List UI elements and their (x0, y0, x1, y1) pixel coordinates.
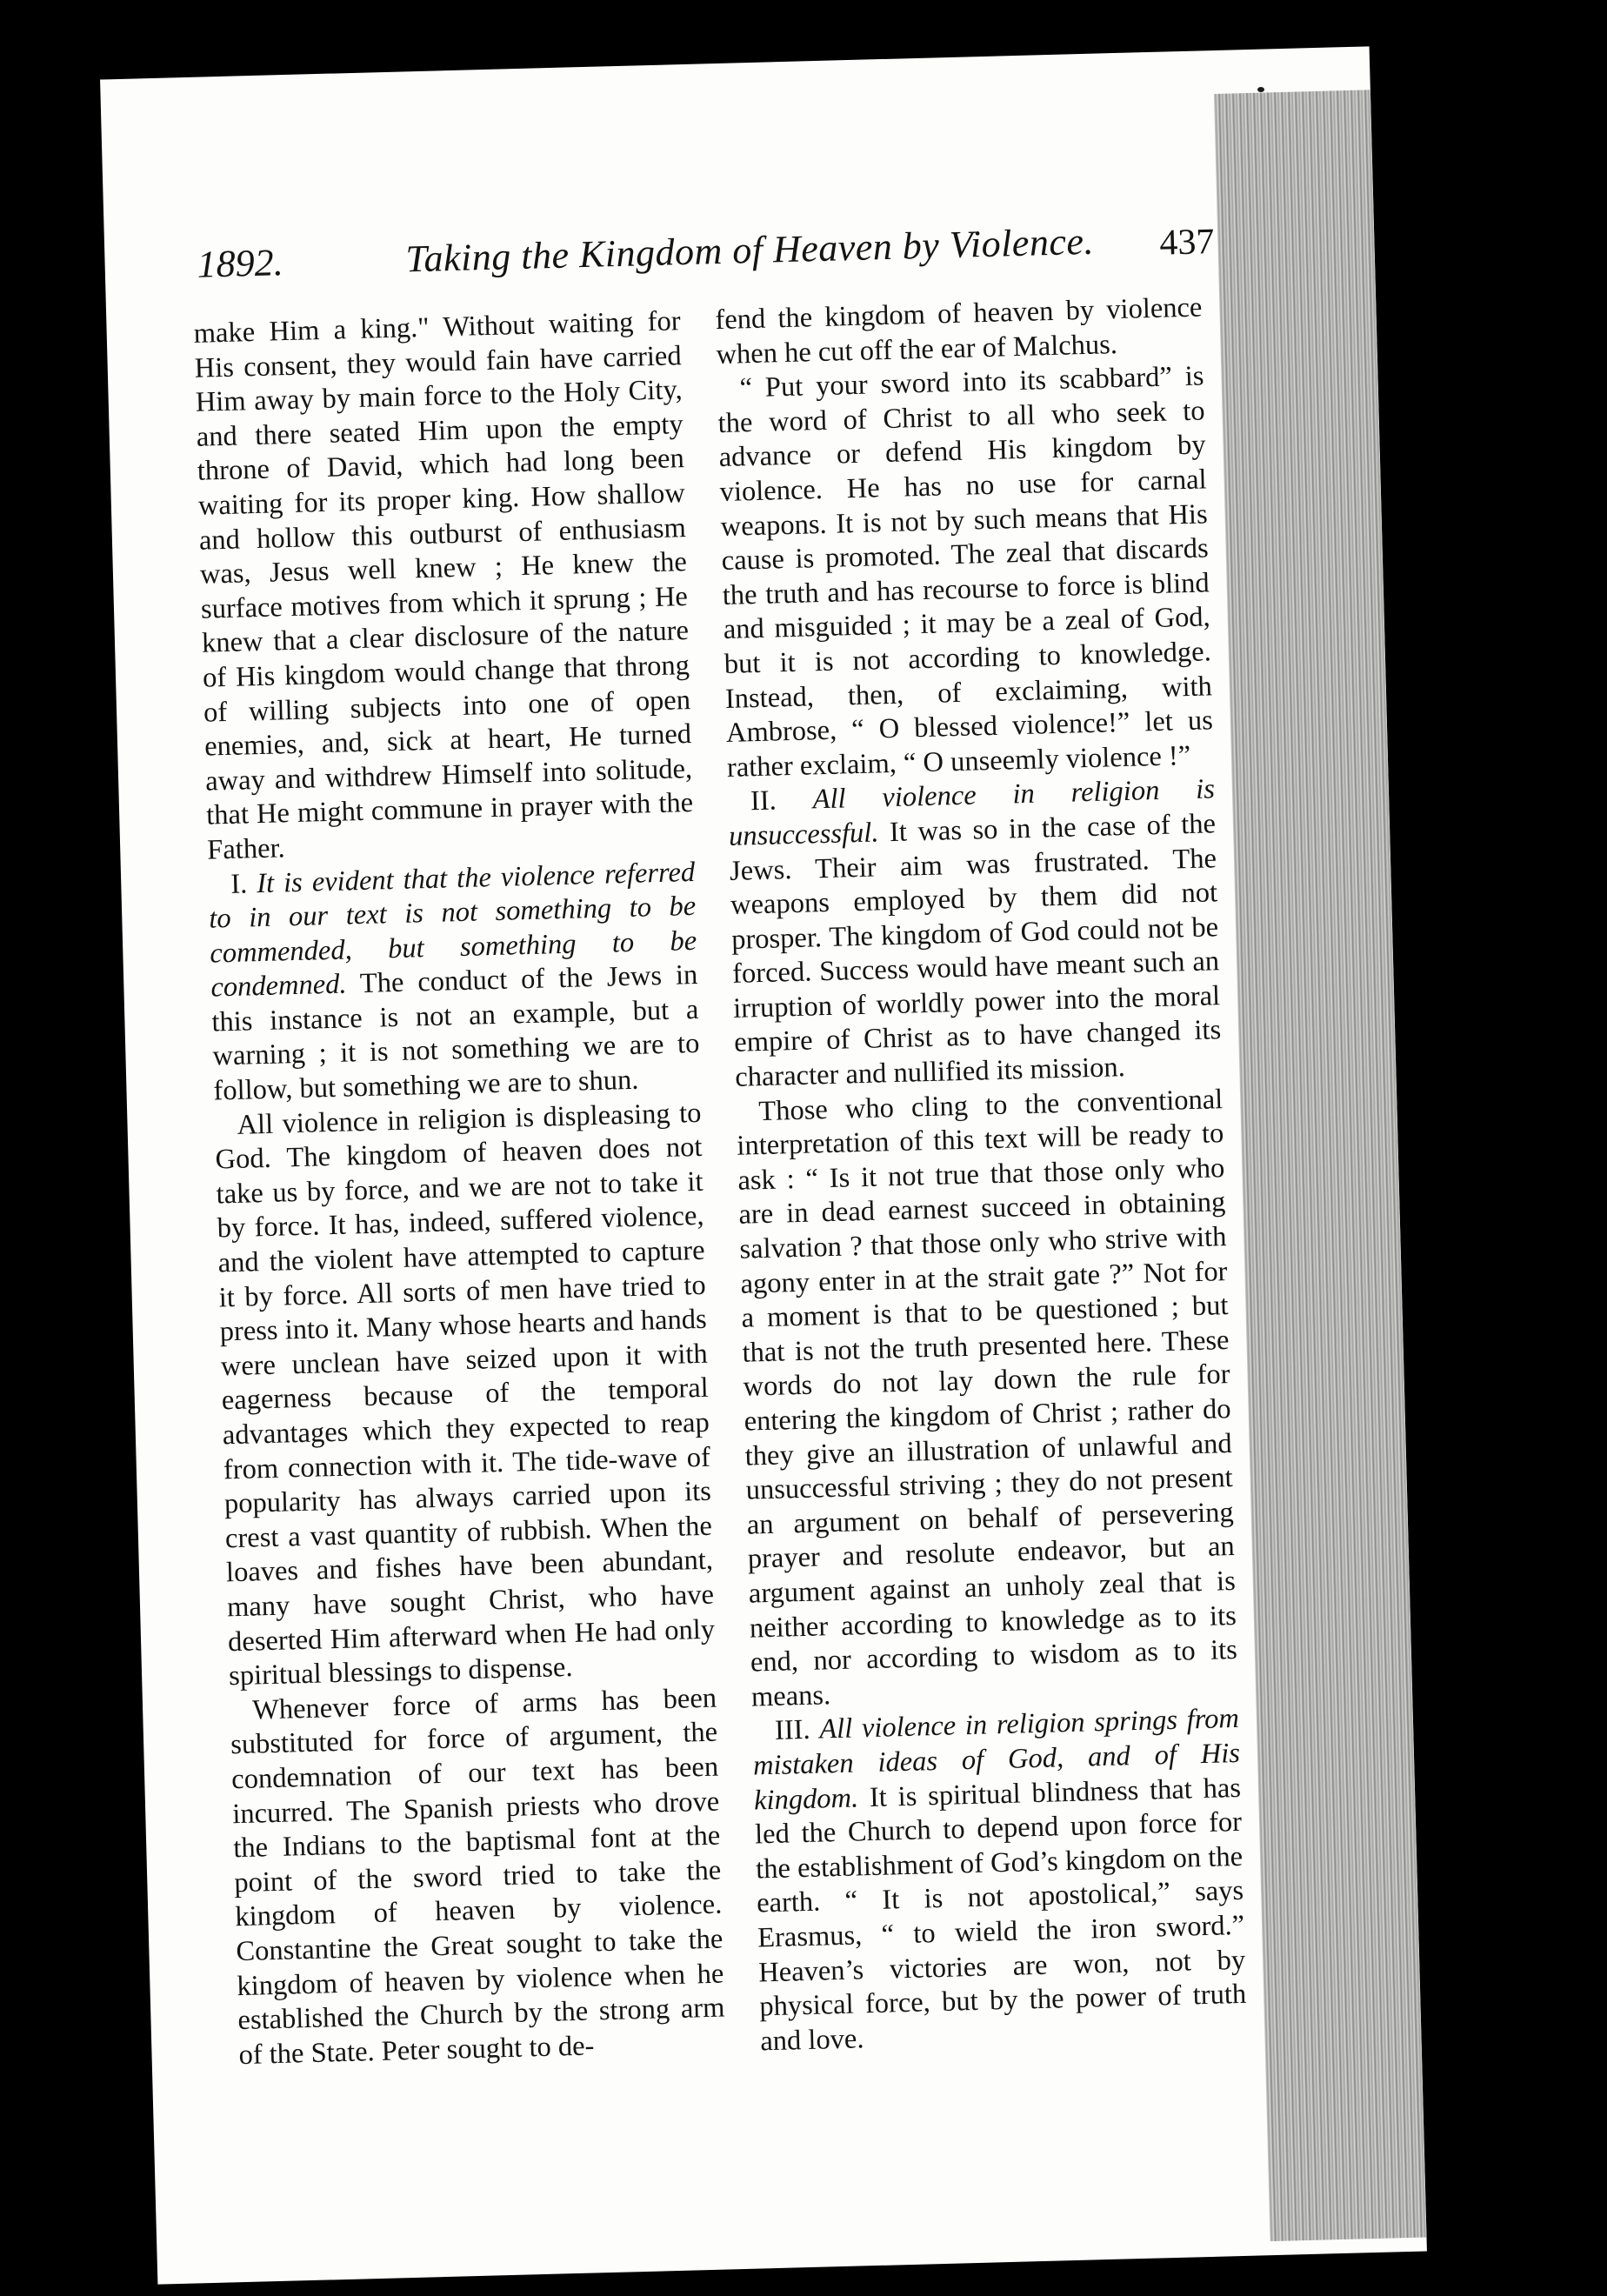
paragraph (214, 1097, 716, 1695)
paragraph (752, 1702, 1248, 2059)
section-heading-italic: It is evident that the violence referred to in our text is not something to be commended, but something to be condemned. (208, 856, 697, 1004)
section-heading-italic: All violence in religion is unsuccessful. (728, 773, 1216, 852)
right-column (715, 290, 1248, 2059)
paragraph (717, 360, 1214, 786)
section-numeral: III. (774, 1714, 811, 1747)
section-heading-italic: All violence in religion springs from mistaken ideas of God, and of His kingdom. (752, 1703, 1241, 1817)
paragraph-text: Whenever force of arms has been substituted for force of argument, the condemnation of our text has been incurred. The Spanish priests who drove the Indians to the baptismal font at the point of the sword tried to take the kingdom of heaven by violence. Constantine the Great sought to take the kingdom of heaven by violence when he established the Church by the strong arm of the State. Peter sought to de- (230, 1682, 725, 2071)
paragraph (230, 1681, 726, 2072)
header-year: 1892. (197, 241, 284, 286)
paragraph-text: fend the kingdom of heaven by violence when he cut off the ear of Malchus. (715, 291, 1203, 370)
paragraph-text: It is spiritual blindness that has led the Church to depend upon force for the establishment of God’s kingdom on the earth. “ It is not apostolical,” says Erasmus, “ to wield the iron sword.” Heaven’s victories are won, not by physical force, but by the power of truth and love. (754, 1772, 1247, 2058)
page-number: 437 (1158, 222, 1215, 264)
paragraph-text: It was so in the case of the Jews. Their aim was frustrated. The weapons employed by them did not prosper. The kingdom of God could not be forced. Success would have meant such an irruption of worldly power into the moral empire of Christ as to have changed its character and nullified its mission. (729, 808, 1222, 1093)
page-edge-shading (1214, 90, 1427, 2241)
paragraph (193, 304, 694, 868)
left-column (193, 304, 726, 2072)
scan-speck (1257, 87, 1264, 92)
paragraph (208, 855, 701, 1109)
paragraph-text: Those who cling to the conventional interpretation of this text will be ready to ask : “ Is it not true that those only who are in dead earnest succeed in obtaining salvation ? that those only who strive with agony enter in at the strait gate ?” Not for a moment is that to be questioned ; but that is not the truth presented here. These words do not lay down the rule for entering the kingdom of Christ ; rather do they give an illustration of unlawful and unsuccessful striving ; they do not present an argument on behalf of persevering prayer and resolute endeavor, but an argument against an unholy zeal that is neither according to knowledge as to its end, nor according to wisdom as to its means. (736, 1083, 1238, 1713)
paragraph (728, 773, 1223, 1096)
running-header (197, 216, 1215, 304)
paragraph-text: The conduct of the Jews in this instance is not an example, but a warning ; it is not something we are to follow, but something we are to shun. (211, 959, 700, 1107)
section-numeral: I. (230, 867, 248, 900)
paragraph-text: “ Put your sword into its scabbard” is the word of Christ to all who seek to advance or defend His kingdom by violence. He has no use for carnal weapons. It is not by such means that His cause is promoted. The zeal that discards the truth and has recourse to force is blind and misguided ; it may be a zeal of God, but it is not according to knowledge. Instead, then, of exclaiming, with Ambrose, “ O blessed violence!” let us rather exclaim, “ O unseemly violence !” (717, 360, 1214, 784)
section-numeral: II. (750, 784, 777, 818)
running-title: Taking the Kingdom of Heaven by Violence. (404, 219, 1095, 281)
paragraph-text: make Him a king." Without waiting for His consent, they would fain have carried Him away by main force to the Holy City, and there seated Him upon the empty throne of David, which had long been waiting for its proper king. How shallow and hollow this outburst of enthusiasm was, Jesus well knew ; He knew the surface motives from which it sprung ; He knew that a clear disclosure of the nature of His kingdom would change that throng of willing subjects into one of open enemies, and, sick at heart, He turned away and withdrew Himself into solitude, that He might commune in prayer with the Father. (193, 305, 694, 866)
paragraph-text: All violence in religion is displeasing to God. The kingdom of heaven does not take us by force, and we are not to take it by force. It has, indeed, suffered violence, and the violent have attempted to capture it by force. All sorts of men have tried to press into it. Many whose hearts and hands were unclean have seized upon it with eagerness because of the temporal advantages which they expected to reap from connection with it. The tide-wave of popularity has always carried upon its crest a vast quantity of rubbish. When the loaves and fishes have been abundant, many have sought Christ, who have deserted Him afterward when He had only spiritual blessings to dispense. (215, 1097, 716, 1692)
paragraph (715, 290, 1204, 372)
paragraph (736, 1083, 1238, 1715)
book-page (100, 46, 1427, 2284)
